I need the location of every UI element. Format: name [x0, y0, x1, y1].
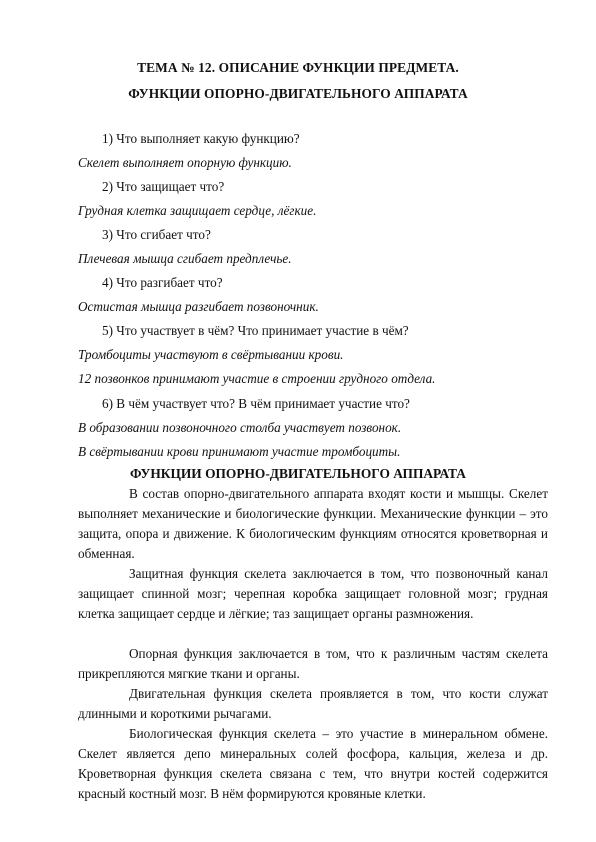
title-line-1: ТЕМА № 12. ОПИСАНИЕ ФУНКЦИИ ПРЕДМЕТА.: [137, 60, 459, 75]
paragraph-2: Защитная функция скелета заключается в том, что позвоночный канал защищает спинной мозг; черепная коробка защищает головной мозг; грудная клетка защищает сердце и лёгкие; таз защищает органы размножения.: [78, 566, 548, 621]
paragraph-4: Двигательная функция скелета проявляется в том, что кости служат длинными и короткими рычагами.: [78, 686, 548, 721]
paragraph-3: Опорная функция заключается в том, что к различным частям скелета прикрепляются мягкие ткани и органы.: [78, 646, 548, 681]
answer-3: Плечевая мышца сгибает предплечье.: [78, 251, 292, 266]
answer-5b: 12 позвонков принимают участие в строении грудного отдела.: [78, 371, 436, 386]
question-4: 4) Что разгибает что?: [102, 275, 223, 290]
question-6: 6) В чём участвует что? В чём принимает участие что?: [102, 396, 410, 411]
answer-2: Грудная клетка защищает сердце, лёгкие.: [78, 203, 317, 218]
answer-1: Скелет выполняет опорную функцию.: [78, 155, 292, 170]
title-line-2: ФУНКЦИИ ОПОРНО-ДВИГАТЕЛЬНОГО АППАРАТА: [128, 86, 468, 101]
paragraph-5: Биологическая функция скелета – это участие в минеральном обмене. Скелет является депо минеральных солей фосфора, кальция, железа и др. Кроветворная функция скелета связана с тем, что внутри костей содержится красный костный мозг. В нём формируются кровяные клетки.: [78, 726, 548, 801]
answer-6b: В свёртывании крови принимают участие тромбоциты.: [78, 444, 401, 459]
question-5: 5) Что участвует в чём? Что принимает участие в чём?: [102, 323, 409, 338]
answer-5a: Тромбоциты участвуют в свёртывании крови.: [78, 347, 344, 362]
paragraph-1: В состав опорно-двигательного аппарата входят кости и мышцы. Скелет выполняет механические и биологические функции. Механические функции – это защита, опора и движение. К биологическим функциям относятся кроветворная и обменная.: [78, 486, 548, 561]
answer-4: Остистая мышца разгибает позвоночник.: [78, 299, 319, 314]
question-2: 2) Что защищает что?: [102, 179, 225, 194]
answer-6a: В образовании позвоночного столба участвует позвонок.: [78, 420, 402, 435]
section-title: ФУНКЦИИ ОПОРНО-ДВИГАТЕЛЬНОГО АППАРАТА: [130, 466, 466, 481]
question-1: 1) Что выполняет какую функцию?: [102, 131, 300, 146]
question-3: 3) Что сгибает что?: [102, 227, 211, 242]
